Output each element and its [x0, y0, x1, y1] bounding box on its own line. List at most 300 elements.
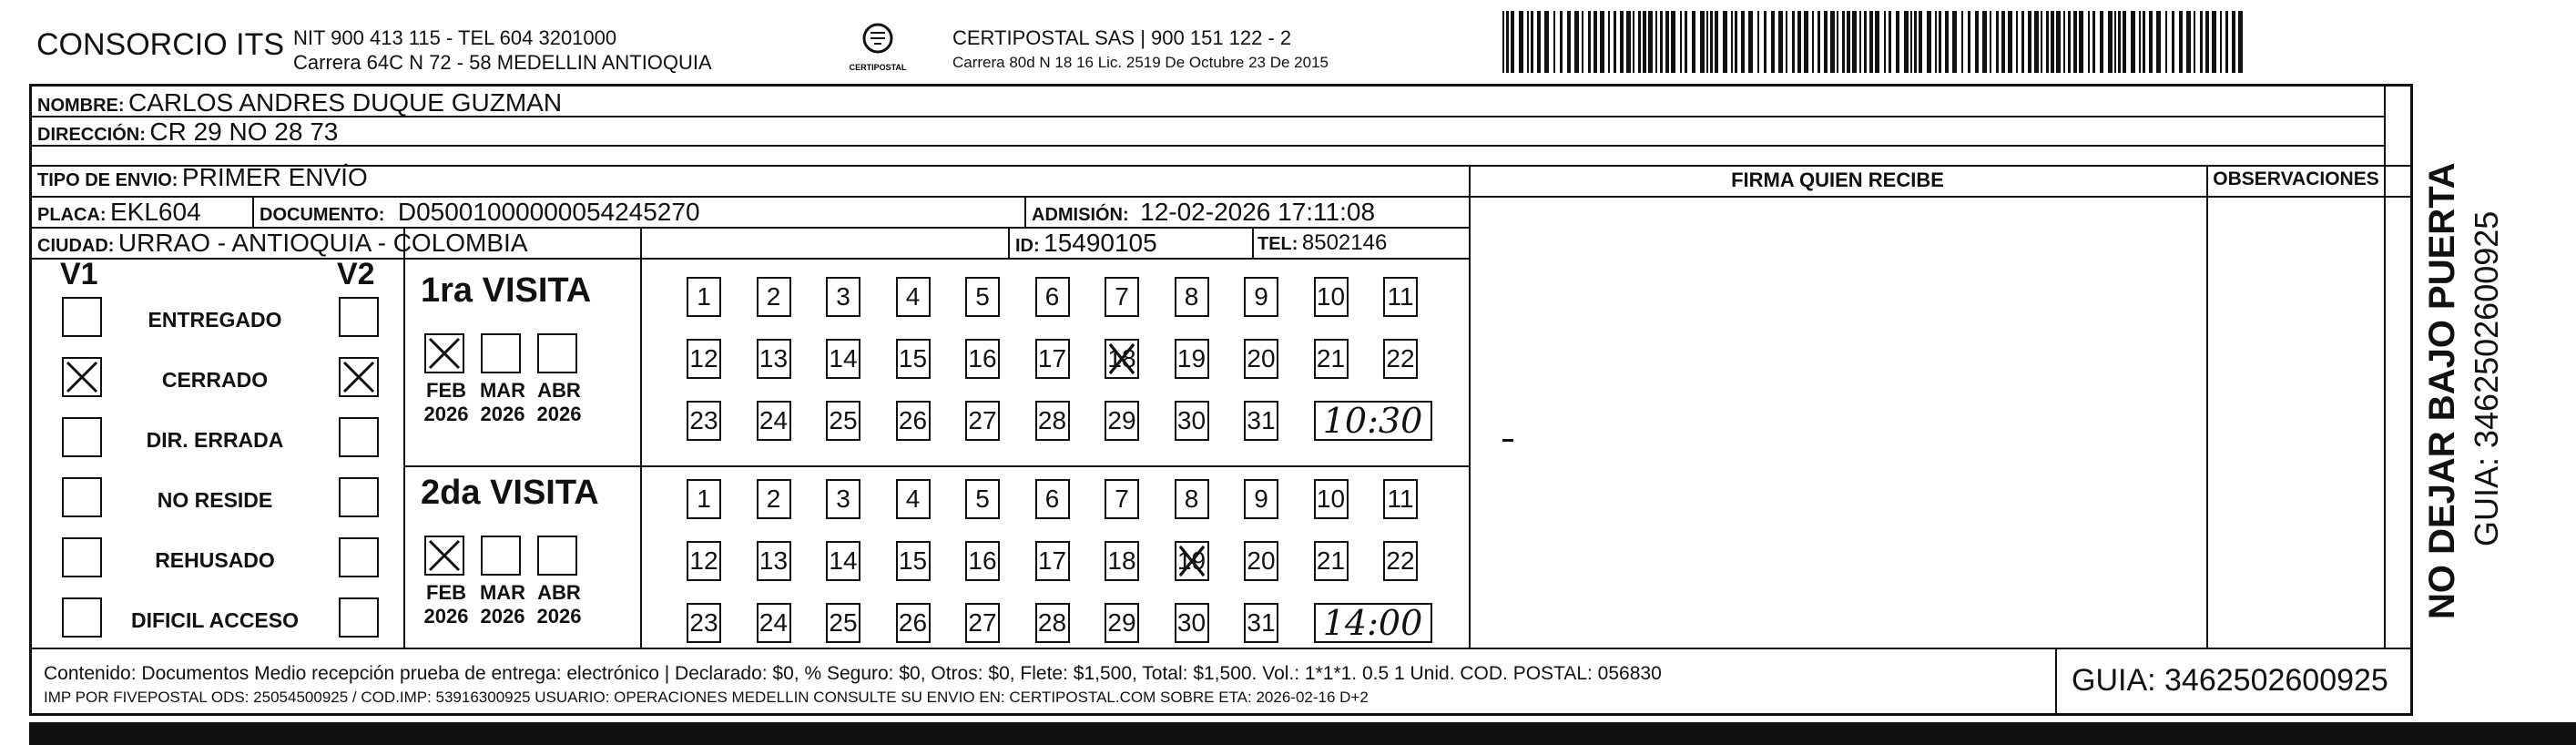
status-label: NO RESIDE — [157, 488, 273, 512]
day-25-box[interactable] — [826, 401, 860, 441]
day-10-box[interactable] — [1314, 277, 1349, 317]
day-16-box[interactable] — [965, 339, 1000, 379]
month-name: MAR — [479, 581, 526, 604]
barcode-bar — [1797, 11, 1801, 73]
day-number: 2 — [766, 282, 781, 311]
month-label — [532, 581, 586, 628]
barcode-bar — [2088, 11, 2090, 73]
barcode-bar — [1680, 11, 1682, 73]
day-number: 30 — [1176, 608, 1207, 637]
barcode-bar — [2143, 11, 2145, 73]
ciudad-value: URRAO - ANTIOQUIA - COLOMBIA — [117, 229, 528, 257]
month-checkbox[interactable] — [537, 536, 577, 576]
day-10-box[interactable] — [1314, 479, 1349, 519]
day-number: 8 — [1184, 485, 1199, 513]
day-number: 21 — [1316, 546, 1346, 575]
day-26-box[interactable] — [896, 603, 931, 643]
month-name: MAR — [479, 379, 526, 402]
day-4-box[interactable] — [896, 479, 931, 519]
barcode-bar — [1660, 11, 1663, 73]
barcode-bar — [1847, 11, 1850, 73]
barcode-bar — [1633, 11, 1634, 73]
day-18-box[interactable] — [1105, 339, 1139, 379]
status-label: ENTREGADO — [148, 308, 282, 332]
barcode-bar — [1884, 11, 1886, 73]
barcode-bar — [2172, 11, 2174, 73]
month-label — [419, 581, 473, 628]
direccion-label: DIRECCIÓN: — [37, 125, 146, 145]
day-17-box[interactable] — [1035, 339, 1070, 379]
barcode-bar — [2225, 11, 2228, 73]
month-checkbox[interactable] — [537, 333, 577, 373]
tipo-row — [37, 163, 368, 192]
day-15-box[interactable] — [896, 541, 931, 581]
barcode-bar — [2114, 11, 2116, 73]
day-number: 5 — [975, 485, 990, 513]
barcode-bar — [1614, 11, 1616, 73]
barcode-bar — [1927, 11, 1931, 73]
day-number: 14 — [829, 546, 858, 575]
status-label: CERRADO — [161, 368, 269, 392]
barcode — [1502, 11, 2245, 73]
day-number: 27 — [968, 406, 997, 434]
day-2-box[interactable] — [757, 277, 791, 317]
day-23-box[interactable] — [687, 603, 721, 643]
barcode-bar — [1859, 11, 1861, 73]
observaciones-label: OBSERVACIONES — [2213, 168, 2379, 189]
footer-imp: IMP POR FIVEPOSTAL ODS: 25054500925 / COD.IMP: 53916300925 USUARIO: OPERACIONES MEDELLIN CONSULTE SU ENVIO EN: CERTIPOSTAL.COM SOBRE ETA: 2026-02-16 D+2 — [44, 689, 1369, 706]
barcode-bar — [1685, 11, 1687, 73]
barcode-bar — [1692, 11, 1695, 73]
barcode-bar — [2073, 11, 2077, 73]
month-year: 2026 — [480, 403, 525, 425]
barcode-bar — [1648, 11, 1653, 73]
day-number: 1 — [697, 485, 711, 513]
no-dejar-bajo-puerta: NO DEJAR BAJO PUERTA — [2422, 162, 2462, 619]
barcode-bar — [2056, 11, 2061, 73]
day-number: 18 — [1107, 344, 1136, 372]
barcode-bar — [1852, 11, 1857, 73]
month-year: 2026 — [536, 605, 582, 628]
barcode-bar — [1869, 11, 1873, 73]
barcode-bar — [1715, 11, 1718, 73]
day-number: 8 — [1184, 282, 1199, 311]
day-number: 4 — [905, 485, 921, 513]
day-number: 6 — [1044, 485, 1060, 513]
day-9-box[interactable] — [1244, 479, 1278, 519]
v2-checkbox[interactable] — [339, 417, 379, 457]
nombre-label: NOMBRE: — [37, 96, 125, 116]
barcode-bar — [1671, 11, 1675, 73]
barcode-bar — [2016, 11, 2018, 73]
day-number: 20 — [1247, 546, 1276, 575]
day-number: 24 — [759, 608, 789, 637]
v2-checkbox[interactable] — [339, 297, 379, 337]
month-checkbox[interactable] — [481, 333, 521, 373]
month-year: 2026 — [536, 403, 582, 425]
day-number: 25 — [829, 406, 858, 434]
certipostal-line1: CERTIPOSTAL SAS | 900 151 122 - 2 — [952, 26, 1292, 49]
barcode-bar — [1996, 11, 1999, 73]
barcode-bar — [2186, 11, 2191, 73]
day-number: 27 — [968, 608, 997, 637]
v2-checkbox[interactable] — [339, 597, 379, 638]
barcode-bar — [1531, 11, 1533, 73]
v2-label: V2 — [337, 257, 375, 291]
day-9-box[interactable] — [1244, 277, 1278, 317]
month-label — [475, 379, 530, 426]
barcode-bar — [1741, 11, 1745, 73]
barcode-bar — [1910, 11, 1912, 73]
barcode-bar — [2092, 11, 2095, 73]
barcode-bar — [1544, 11, 1549, 73]
day-number: 13 — [759, 344, 789, 372]
documento-row — [260, 198, 700, 227]
day-3-box[interactable] — [826, 277, 860, 317]
month-checkbox[interactable] — [424, 333, 464, 373]
day-number: 18 — [1107, 546, 1136, 575]
day-30-box[interactable] — [1175, 603, 1209, 643]
day-2-box[interactable] — [757, 479, 791, 519]
admision-row — [1032, 198, 1375, 227]
barcode-bar — [1735, 11, 1737, 73]
barcode-bar — [1817, 11, 1820, 73]
day-number: 3 — [836, 485, 850, 513]
barcode-bar — [1560, 11, 1563, 73]
barcode-bar — [1506, 11, 1509, 73]
day-13-box[interactable] — [757, 541, 791, 581]
day-number: 31 — [1247, 608, 1276, 637]
barcode-bar — [2118, 11, 2121, 73]
day-19-box[interactable] — [1175, 541, 1209, 581]
month-year: 2026 — [423, 403, 469, 425]
day-31-box[interactable] — [1244, 401, 1278, 441]
day-number: 10 — [1316, 282, 1346, 311]
barcode-bar — [2021, 11, 2024, 73]
barcode-bar — [1511, 11, 1514, 73]
barcode-bar — [1982, 11, 1987, 73]
day-29-box[interactable] — [1105, 603, 1139, 643]
barcode-bar — [1655, 11, 1657, 73]
barcode-bar — [1919, 11, 1922, 73]
footer-guia: GUIA: 3462502600925 — [2072, 663, 2388, 698]
day-number: 11 — [1387, 485, 1414, 513]
day-number: 7 — [1115, 485, 1129, 513]
address-line: Carrera 64C N 72 - 58 MEDELLIN ANTIOQUIA — [293, 51, 712, 74]
certipostal-details — [952, 26, 1329, 75]
barcode-bar — [2046, 11, 2049, 73]
visit1-title: 1ra VISITA — [421, 271, 592, 310]
day-27-box[interactable] — [965, 603, 1000, 643]
barcode-bar — [1527, 11, 1529, 73]
day-number: 2 — [766, 485, 781, 513]
day-6-box[interactable] — [1035, 479, 1070, 519]
barcode-bar — [2220, 11, 2222, 73]
barcode-bar — [1553, 11, 1555, 73]
day-number: 28 — [1037, 608, 1067, 637]
day-20-box[interactable] — [1244, 541, 1278, 581]
day-number: 10 — [1316, 485, 1346, 513]
barcode-bar — [1771, 11, 1775, 73]
status-section — [29, 257, 402, 643]
day-7-box[interactable] — [1105, 277, 1139, 317]
barcode-bar — [1804, 11, 1808, 73]
day-5-box[interactable] — [965, 479, 1000, 519]
day-number: 12 — [689, 546, 718, 575]
status-label: DIFICIL ACCESO — [130, 608, 299, 632]
barcode-bar — [2139, 11, 2141, 73]
visit2-time[interactable]: 14:00 — [1314, 603, 1432, 643]
day-22-box[interactable] — [1383, 339, 1418, 379]
day-number: 13 — [759, 546, 789, 575]
month-checkbox[interactable] — [481, 536, 521, 576]
company-details — [293, 26, 712, 75]
day-7-box[interactable] — [1105, 479, 1139, 519]
day-number: 7 — [1115, 282, 1129, 311]
day-14-box[interactable] — [826, 541, 860, 581]
day-number: 24 — [759, 406, 789, 434]
day-number: 29 — [1107, 406, 1136, 434]
barcode-bar — [1945, 11, 1949, 73]
barcode-bar — [1608, 11, 1610, 73]
tel-label: TEL: — [1257, 234, 1298, 254]
barcode-bar — [2179, 11, 2183, 73]
day-11-box[interactable] — [1383, 277, 1418, 317]
barcode-bar — [1757, 11, 1759, 73]
id-value: 15490105 — [1044, 229, 1157, 257]
day-number: 22 — [1386, 546, 1415, 575]
day-25-box[interactable] — [826, 603, 860, 643]
barcode-bar — [1700, 11, 1705, 73]
barcode-bar — [1961, 11, 1963, 73]
barcode-bar — [1519, 11, 1523, 73]
day-19-box[interactable] — [1175, 339, 1209, 379]
signature-mark — [1502, 439, 1513, 442]
day-3-box[interactable] — [826, 479, 860, 519]
barcode-bar — [1748, 11, 1753, 73]
day-number: 19 — [1176, 546, 1207, 575]
status-label: DIR. ERRADA — [146, 428, 284, 452]
barcode-bar — [2205, 11, 2209, 73]
footer-contents: Contenido: Documentos Medio recepción prueba de entrega: electrónico | Declarado: $0, % Seguro: $0, Otros: $0, Flete: $1,500, Total: $1,500. Vol.: 1*1*1. 0.5 1 Unid. COD. POSTAL: 056830 — [44, 663, 1662, 684]
day-number: 15 — [898, 546, 928, 575]
day-17-box[interactable] — [1035, 541, 1070, 581]
barcode-bar — [1574, 11, 1579, 73]
barcode-bar — [1723, 11, 1727, 73]
barcode-bar — [1896, 11, 1899, 73]
barcode-bar — [2194, 11, 2195, 73]
day-number: 9 — [1254, 485, 1268, 513]
day-number: 3 — [836, 282, 850, 311]
barcode-bar — [2123, 11, 2126, 73]
barcode-bar — [1706, 11, 1708, 73]
day-number: 15 — [898, 344, 928, 372]
v2-checkbox[interactable] — [339, 357, 379, 397]
placa-row — [37, 198, 201, 227]
day-number: 23 — [689, 406, 718, 434]
barcode-bar — [1812, 11, 1814, 73]
day-number: 28 — [1037, 406, 1067, 434]
barcode-bar — [2200, 11, 2203, 73]
v1-label: V1 — [60, 257, 98, 291]
day-16-box[interactable] — [965, 541, 1000, 581]
month-checkbox[interactable] — [424, 536, 464, 576]
barcode-bar — [2001, 11, 2005, 73]
day-23-box[interactable] — [687, 401, 721, 441]
placa-value: EKL604 — [110, 198, 201, 226]
firma-label: FIRMA QUIEN RECIBE — [1731, 168, 1944, 191]
v2-checkbox[interactable] — [339, 477, 379, 517]
barcode-bar — [1990, 11, 1991, 73]
barcode-bar — [1875, 11, 1879, 73]
certipostal-logo — [849, 20, 907, 75]
month-name: ABR — [537, 379, 581, 402]
barcode-bar — [1778, 11, 1783, 73]
v2-checkbox[interactable] — [339, 537, 379, 577]
svg-text:CERTIPOSTAL: CERTIPOSTAL — [849, 63, 907, 72]
barcode-bar — [1864, 11, 1867, 73]
barcode-bar — [1842, 11, 1845, 73]
documento-value: D05001000000054245270 — [397, 198, 700, 226]
barcode-bar — [1837, 11, 1838, 73]
barcode-bar — [2149, 11, 2153, 73]
tel-value: 8502146 — [1301, 230, 1388, 255]
barcode-bar — [2212, 11, 2216, 73]
day-26-box[interactable] — [896, 401, 931, 441]
day-number: 19 — [1176, 344, 1207, 372]
barcode-bar — [1643, 11, 1646, 73]
day-12-box[interactable] — [687, 541, 721, 581]
day-number: 12 — [689, 344, 718, 372]
day-number: 17 — [1037, 546, 1067, 575]
day-24-box[interactable] — [757, 603, 791, 643]
day-number: 25 — [829, 608, 858, 637]
company-name: CONSORCIO ITS — [36, 27, 285, 62]
day-number: 16 — [968, 344, 997, 372]
barcode-bar — [2079, 11, 2083, 73]
day-31-box[interactable] — [1244, 603, 1278, 643]
barcode-bar — [2156, 11, 2161, 73]
barcode-bar — [2108, 11, 2113, 73]
month-label — [532, 379, 586, 426]
barcode-bar — [2165, 11, 2167, 73]
day-number: 6 — [1044, 282, 1060, 311]
day-number: 4 — [905, 282, 921, 311]
barcode-bar — [1537, 11, 1541, 73]
visit2-title: 2da VISITA — [421, 474, 599, 512]
day-number: 26 — [898, 406, 928, 434]
ciudad-row — [37, 229, 528, 258]
status-label: REHUSADO — [155, 548, 275, 572]
day-number: 16 — [968, 546, 997, 575]
tipo-value: PRIMER ENVÍO — [181, 163, 368, 191]
barcode-bar — [1620, 11, 1624, 73]
day-21-box[interactable] — [1314, 339, 1349, 379]
barcode-bar — [1731, 11, 1733, 73]
barcode-bar — [1824, 11, 1828, 73]
month-year: 2026 — [480, 605, 525, 628]
barcode-bar — [1600, 11, 1604, 73]
day-number: 26 — [898, 608, 928, 637]
day-8-box[interactable] — [1175, 479, 1209, 519]
day-24-box[interactable] — [757, 401, 791, 441]
day-28-box[interactable] — [1035, 603, 1070, 643]
day-28-box[interactable] — [1035, 401, 1070, 441]
barcode-bar — [2028, 11, 2031, 73]
day-number: 14 — [829, 344, 858, 372]
nombre-value: CARLOS ANDRES DUQUE GUZMAN — [128, 88, 563, 117]
day-15-box[interactable] — [896, 339, 931, 379]
day-8-box[interactable] — [1175, 277, 1209, 317]
day-29-box[interactable] — [1105, 401, 1139, 441]
day-14-box[interactable] — [826, 339, 860, 379]
day-number: 11 — [1387, 282, 1414, 311]
barcode-bar — [1582, 11, 1583, 73]
day-number: 22 — [1386, 344, 1415, 372]
barcode-bar — [2238, 11, 2243, 73]
day-number: 30 — [1176, 406, 1207, 434]
day-6-box[interactable] — [1035, 277, 1070, 317]
barcode-bar — [2068, 11, 2071, 73]
documento-label: DOCUMENTO: — [260, 205, 385, 225]
barcode-bar — [1975, 11, 1979, 73]
day-13-box[interactable] — [757, 339, 791, 379]
ciudad-label: CIUDAD: — [37, 236, 115, 256]
second-visit — [402, 463, 1466, 645]
nit-line: NIT 900 413 115 - TEL 604 3201000 — [293, 26, 617, 49]
barcode-bar — [1665, 11, 1669, 73]
day-1-box[interactable] — [687, 277, 721, 317]
side-guia: GUIA: 3462502600925 — [2468, 210, 2505, 546]
barcode-bar — [1593, 11, 1597, 73]
barcode-bar — [2051, 11, 2054, 73]
barcode-bar — [2008, 11, 2012, 73]
barcode-bar — [1502, 11, 1504, 73]
barcode-bar — [1567, 11, 1571, 73]
day-27-box[interactable] — [965, 401, 1000, 441]
day-22-box[interactable] — [1383, 541, 1418, 581]
day-20-box[interactable] — [1244, 339, 1278, 379]
barcode-bar — [1968, 11, 1970, 73]
day-18-box[interactable] — [1105, 541, 1139, 581]
day-4-box[interactable] — [896, 277, 931, 317]
visit1-time[interactable]: 10:30 — [1314, 401, 1432, 441]
day-30-box[interactable] — [1175, 401, 1209, 441]
day-1-box[interactable] — [687, 479, 721, 519]
day-12-box[interactable] — [687, 339, 721, 379]
month-label — [475, 581, 530, 628]
day-5-box[interactable] — [965, 277, 1000, 317]
day-number: 20 — [1247, 344, 1276, 372]
barcode-bar — [1889, 11, 1891, 73]
barcode-bar — [1935, 11, 1937, 73]
day-21-box[interactable] — [1314, 541, 1349, 581]
barcode-bar — [1952, 11, 1957, 73]
barcode-bar — [1638, 11, 1641, 73]
day-number: 21 — [1316, 344, 1346, 372]
barcode-bar — [1710, 11, 1713, 73]
day-number: 31 — [1247, 406, 1276, 434]
tipo-label: TIPO DE ENVIO: — [37, 170, 178, 190]
day-11-box[interactable] — [1383, 479, 1418, 519]
certipostal-line2: Carrera 80d N 18 16 Lic. 2519 De Octubre 23 De 2015 — [952, 54, 1329, 71]
day-number: 29 — [1107, 608, 1136, 637]
barcode-bar — [1792, 11, 1795, 73]
day-number: 9 — [1254, 282, 1268, 311]
id-row — [1015, 229, 1157, 258]
barcode-bar — [2131, 11, 2135, 73]
placa-label: PLACA: — [37, 205, 107, 225]
